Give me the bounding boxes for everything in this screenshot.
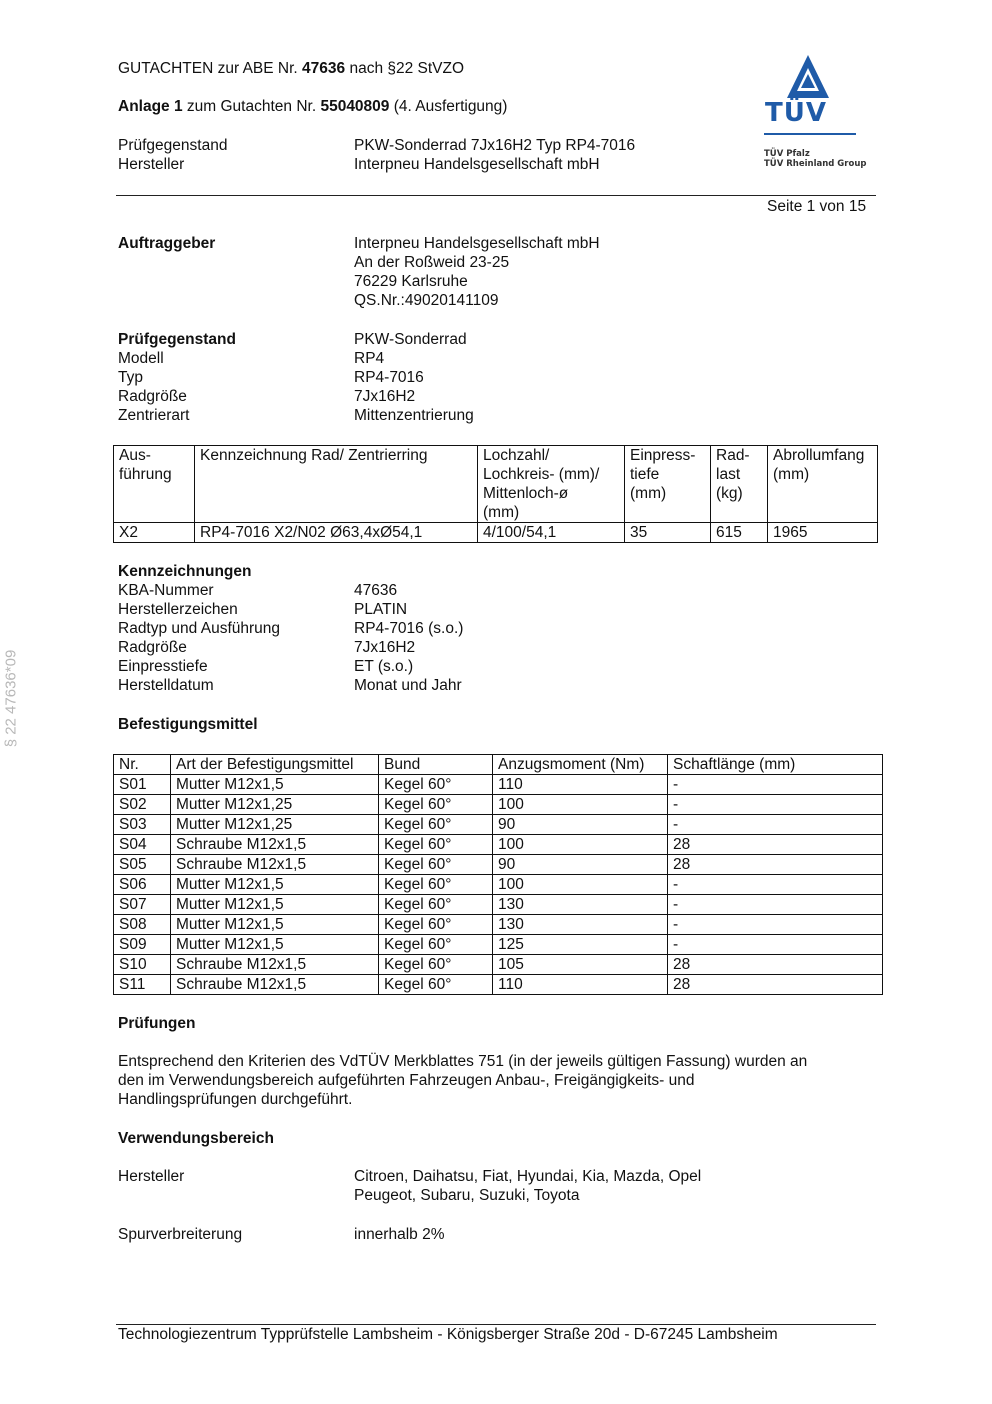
table-cell: Kegel 60° bbox=[379, 795, 493, 815]
address-line: Interpneu Handelsgesellschaft mbH bbox=[354, 235, 600, 252]
table-row bbox=[114, 795, 883, 815]
header-hersteller-value: Interpneu Handelsgesellschaft mbH bbox=[354, 156, 600, 173]
header-cell: Lochzahl/ Lochkreis- (mm)/ Mittenloch-ø (mm) bbox=[478, 446, 625, 523]
table-cell: Kegel 60° bbox=[379, 835, 493, 855]
header-cell: Aus- führung bbox=[114, 446, 195, 523]
table-cell: 110 bbox=[493, 975, 668, 995]
field-value: 7Jx16H2 bbox=[354, 639, 416, 656]
table-cell: Kegel 60° bbox=[379, 875, 493, 895]
field-label: Herstellerzeichen bbox=[118, 601, 238, 618]
field-label: Radgröße bbox=[118, 388, 187, 405]
table-row bbox=[114, 955, 883, 975]
table-row bbox=[114, 935, 883, 955]
table-cell: Mutter M12x1,5 bbox=[171, 895, 379, 915]
table-cell: Kegel 60° bbox=[379, 935, 493, 955]
table-cell: S06 bbox=[114, 875, 171, 895]
header-cell: Rad- last (kg) bbox=[711, 446, 768, 523]
table-cell: 35 bbox=[625, 523, 711, 543]
table-row bbox=[114, 915, 883, 935]
header-cell: Einpress- tiefe (mm) bbox=[625, 446, 711, 523]
header-cell: Art der Befestigungsmittel bbox=[171, 755, 379, 775]
table-cell: - bbox=[668, 875, 883, 895]
tuev-brand: TÜV bbox=[765, 98, 827, 128]
table-cell: - bbox=[668, 815, 883, 835]
field-value: ET (s.o.) bbox=[354, 658, 414, 675]
header-cell: Abrollumfang (mm) bbox=[768, 446, 878, 523]
table-cell: Mutter M12x1,5 bbox=[171, 775, 379, 795]
header-pruefgegenstand-label: Prüfgegenstand bbox=[118, 137, 228, 154]
field-label: Radgröße bbox=[118, 639, 187, 656]
table-cell: Kegel 60° bbox=[379, 915, 493, 935]
auftraggeber-address bbox=[354, 234, 600, 310]
befestigung-table bbox=[113, 754, 883, 995]
table-cell: S01 bbox=[114, 775, 171, 795]
verwendung-hersteller-label: Hersteller bbox=[118, 1168, 185, 1185]
table-row bbox=[114, 815, 883, 835]
table-cell: 105 bbox=[493, 955, 668, 975]
address-line: QS.Nr.:49020141109 bbox=[354, 292, 499, 309]
table-cell: Kegel 60° bbox=[379, 895, 493, 915]
table-cell: S08 bbox=[114, 915, 171, 935]
field-value: Monat und Jahr bbox=[354, 677, 462, 694]
paragraph-line: Handlingsprüfungen durchgeführt. bbox=[118, 1091, 353, 1108]
table-cell: S09 bbox=[114, 935, 171, 955]
table-cell: Kegel 60° bbox=[379, 815, 493, 835]
table-cell: - bbox=[668, 915, 883, 935]
table-cell: Schraube M12x1,5 bbox=[171, 955, 379, 975]
header-rule bbox=[116, 195, 876, 196]
table-row bbox=[114, 523, 878, 543]
table-cell: - bbox=[668, 935, 883, 955]
befestigung-header bbox=[114, 755, 883, 775]
table-cell: Mutter M12x1,25 bbox=[171, 815, 379, 835]
table-cell: S07 bbox=[114, 895, 171, 915]
table-cell: Schraube M12x1,5 bbox=[171, 835, 379, 855]
table-cell: 1965 bbox=[768, 523, 878, 543]
field-value: 47636 bbox=[354, 582, 398, 599]
table-cell: 28 bbox=[668, 975, 883, 995]
table-cell: RP4-7016 X2/N02 Ø63,4xØ54,1 bbox=[195, 523, 478, 543]
field-value: RP4-7016 bbox=[354, 369, 424, 386]
table-cell: 130 bbox=[493, 895, 668, 915]
table-row bbox=[114, 875, 883, 895]
header-abe-line: GUTACHTEN zur ABE Nr. 47636 nach §22 StVZO bbox=[118, 60, 465, 77]
header-cell: Schaftlänge (mm) bbox=[668, 755, 883, 775]
table-cell: S10 bbox=[114, 955, 171, 975]
table-cell: Schraube M12x1,5 bbox=[171, 855, 379, 875]
table-row bbox=[114, 775, 883, 795]
table-cell: Mutter M12x1,25 bbox=[171, 795, 379, 815]
paragraph-line: den im Verwendungsbereich aufgeführten Fahrzeugen Anbau-, Freigängigkeits- und bbox=[118, 1072, 695, 1089]
table-cell: Kegel 60° bbox=[379, 975, 493, 995]
address-line: An der Roßweid 23-25 bbox=[354, 254, 510, 271]
wheel-table-header bbox=[114, 446, 878, 523]
table-cell: Schraube M12x1,5 bbox=[171, 975, 379, 995]
verwendungsbereich-title: Verwendungsbereich bbox=[118, 1130, 274, 1147]
manufacturer-line: Peugeot, Subaru, Suzuki, Toyota bbox=[354, 1187, 580, 1204]
table-cell: Kegel 60° bbox=[379, 855, 493, 875]
pruefungen-text bbox=[118, 1052, 807, 1109]
side-mark: § 22 47636*09 bbox=[2, 649, 20, 748]
table-cell: S05 bbox=[114, 855, 171, 875]
field-value: 7Jx16H2 bbox=[354, 388, 416, 405]
kennzeichnungen-values bbox=[354, 581, 463, 695]
befestigung-title: Befestigungsmittel bbox=[118, 716, 258, 733]
kennzeichnungen-title: Kennzeichnungen bbox=[118, 563, 252, 580]
table-cell: S11 bbox=[114, 975, 171, 995]
table-row bbox=[114, 975, 883, 995]
address-line: 76229 Karlsruhe bbox=[354, 273, 468, 290]
table-row bbox=[114, 835, 883, 855]
table-cell: 28 bbox=[668, 835, 883, 855]
header-pruefgegenstand-value: PKW-Sonderrad 7Jx16H2 Typ RP4-7016 bbox=[354, 137, 636, 154]
header-cell: Nr. bbox=[114, 755, 171, 775]
wheel-table bbox=[113, 445, 878, 543]
table-cell: S03 bbox=[114, 815, 171, 835]
table-cell: 100 bbox=[493, 875, 668, 895]
table-cell: S04 bbox=[114, 835, 171, 855]
table-cell: Mutter M12x1,5 bbox=[171, 935, 379, 955]
table-cell: Mutter M12x1,5 bbox=[171, 915, 379, 935]
table-cell: - bbox=[668, 895, 883, 915]
header-cell: Anzugsmoment (Nm) bbox=[493, 755, 668, 775]
paragraph-line: Entsprechend den Kriterien des VdTÜV Merkblattes 751 (in der jeweils gültigen Fassung) wurden an bbox=[118, 1053, 808, 1070]
tuev-group: TÜV Rheinland Group bbox=[764, 159, 867, 169]
field-label: Zentrierart bbox=[118, 407, 190, 424]
table-cell: 4/100/54,1 bbox=[478, 523, 625, 543]
spurverbreiterung-label: Spurverbreiterung bbox=[118, 1226, 243, 1243]
table-cell: Mutter M12x1,5 bbox=[171, 875, 379, 895]
pruefungen-title: Prüfungen bbox=[118, 1015, 196, 1032]
header-anlage-line: Anlage 1 zum Gutachten Nr. 55040809 (4. Ausfertigung) bbox=[118, 98, 508, 115]
header-hersteller-label: Hersteller bbox=[118, 156, 185, 173]
field-value: PKW-Sonderrad bbox=[354, 331, 467, 348]
table-cell: 28 bbox=[668, 955, 883, 975]
field-label: KBA-Nummer bbox=[118, 582, 214, 599]
page-number: Seite 1 von 15 bbox=[767, 198, 867, 215]
field-value: RP4 bbox=[354, 350, 385, 367]
tuev-triangle-icon bbox=[762, 52, 862, 102]
auftraggeber-label: Auftraggeber bbox=[118, 235, 216, 252]
table-cell: 90 bbox=[493, 855, 668, 875]
field-value: Mittenzentrierung bbox=[354, 407, 474, 424]
table-cell: Kegel 60° bbox=[379, 955, 493, 975]
table-cell: 130 bbox=[493, 915, 668, 935]
table-cell: 110 bbox=[493, 775, 668, 795]
field-label: Herstelldatum bbox=[118, 677, 214, 694]
manufacturer-line: Citroen, Daihatsu, Fiat, Hyundai, Kia, Mazda, Opel bbox=[354, 1168, 702, 1185]
tuev-pfalz: TÜV Pfalz bbox=[764, 149, 810, 159]
table-row bbox=[114, 895, 883, 915]
pruefgegenstand-title: Prüfgegenstand bbox=[118, 331, 236, 348]
footer-address: Technologiezentrum Typprüfstelle Lambsheim - Königsberger Straße 20d - D-67245 Lambsheim bbox=[118, 1326, 778, 1343]
field-label: Radtyp und Ausführung bbox=[118, 620, 281, 637]
table-cell: 100 bbox=[493, 795, 668, 815]
table-cell: X2 bbox=[114, 523, 195, 543]
table-cell: Kegel 60° bbox=[379, 775, 493, 795]
logo-rule bbox=[764, 133, 856, 135]
table-cell: 125 bbox=[493, 935, 668, 955]
header-cell: Kennzeichnung Rad/ Zentrierring bbox=[195, 446, 478, 523]
kennzeichnungen-labels bbox=[118, 562, 280, 695]
header-cell: Bund bbox=[379, 755, 493, 775]
pruefgegenstand-values bbox=[354, 330, 474, 425]
field-label: Typ bbox=[118, 369, 143, 386]
table-cell: S02 bbox=[114, 795, 171, 815]
field-label: Modell bbox=[118, 350, 164, 367]
pruefgegenstand-labels bbox=[118, 330, 236, 425]
table-row bbox=[114, 855, 883, 875]
field-value: PLATIN bbox=[354, 601, 408, 618]
table-cell: 90 bbox=[493, 815, 668, 835]
table-cell: 100 bbox=[493, 835, 668, 855]
spurverbreiterung-value: innerhalb 2% bbox=[354, 1226, 445, 1243]
field-label: Einpresstiefe bbox=[118, 658, 208, 675]
table-cell: - bbox=[668, 775, 883, 795]
table-cell: - bbox=[668, 795, 883, 815]
tuev-logo bbox=[762, 52, 867, 172]
table-cell: 28 bbox=[668, 855, 883, 875]
table-cell: 615 bbox=[711, 523, 768, 543]
verwendung-hersteller-list bbox=[354, 1167, 701, 1205]
field-value: RP4-7016 (s.o.) bbox=[354, 620, 464, 637]
